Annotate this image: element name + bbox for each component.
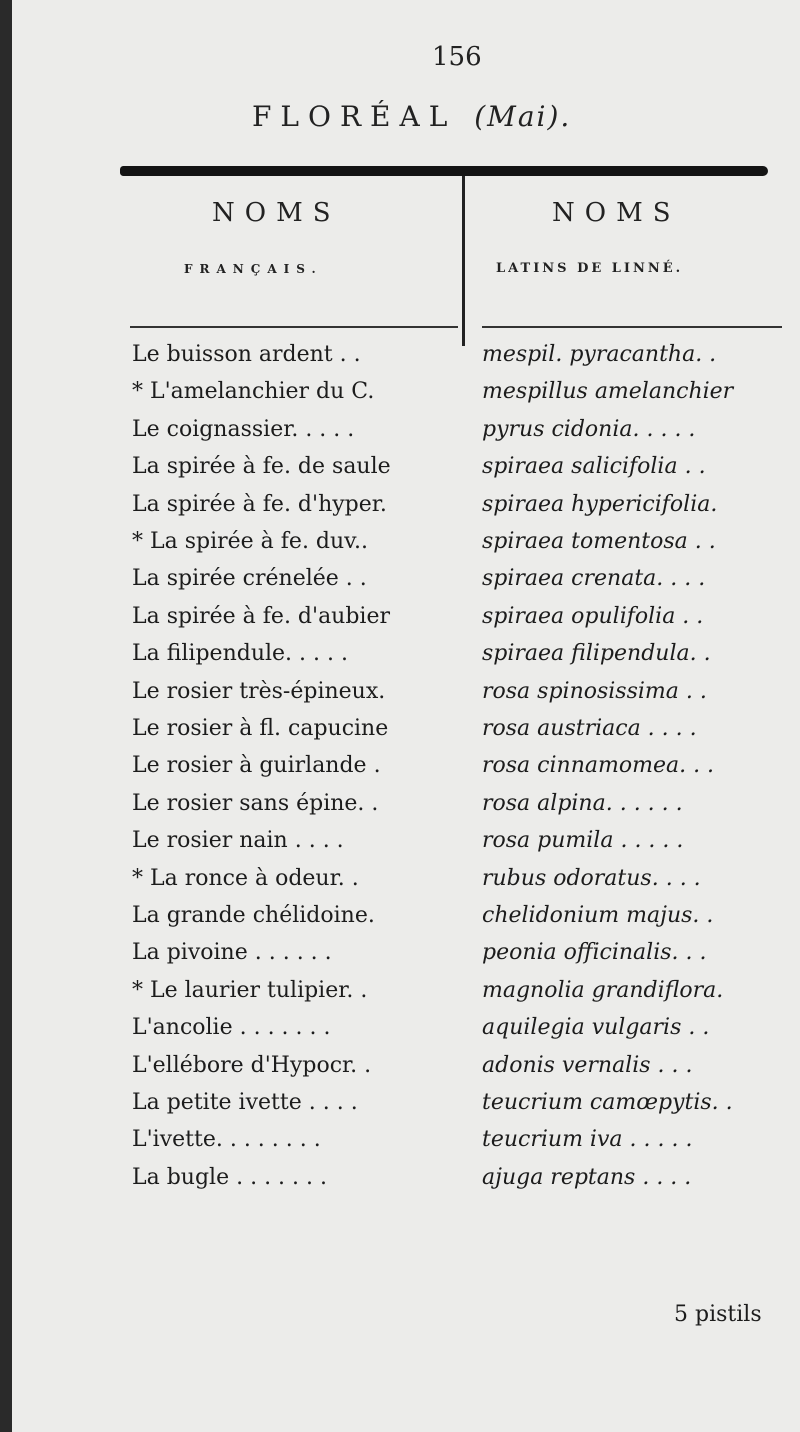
latin-name: spiraea filipendula. . xyxy=(482,641,711,667)
table-row xyxy=(12,1090,800,1126)
latin-name: spiraea tomentosa . . xyxy=(482,529,716,554)
french-name: L'ellébore d'Hypocr. . xyxy=(132,1052,372,1078)
table-row xyxy=(12,753,800,789)
latin-name: pyrus cidonia. . . . . xyxy=(482,416,696,442)
left-header-rule xyxy=(130,326,458,328)
table-row xyxy=(12,417,800,453)
running-title xyxy=(252,100,772,133)
page-number: 156 xyxy=(432,42,482,72)
latin-name: adonis vernalis . . . xyxy=(482,1052,693,1078)
table-row xyxy=(12,492,800,528)
latin-name: teucrium iva . . . . . xyxy=(482,1127,693,1153)
running-title-paren: (Mai). xyxy=(474,100,572,133)
french-name: La bugle . . . . . . . xyxy=(132,1164,328,1190)
french-name: La grande chélidoine. xyxy=(132,903,375,928)
latin-name: rosa pumila . . . . . xyxy=(482,828,684,854)
latin-name: mespil. pyracantha. . xyxy=(482,342,717,367)
table-row xyxy=(12,566,800,602)
french-name: L'ancolie . . . . . . . xyxy=(132,1015,331,1041)
table-row xyxy=(12,903,800,939)
french-name: * La ronce à odeur. . xyxy=(132,865,359,891)
french-name: * L'amelanchier du C. xyxy=(132,379,375,405)
french-name: Le buisson ardent . . xyxy=(132,342,361,367)
table-row xyxy=(12,1127,800,1163)
latin-name: spiraea opulifolia . . xyxy=(482,603,704,629)
table-row xyxy=(12,342,800,378)
table-row xyxy=(12,866,800,902)
latin-name: rosa austriaca . . . . xyxy=(482,716,697,741)
running-title-month: FLORÉAL xyxy=(252,100,457,133)
latin-name: peonia officinalis. . . xyxy=(482,940,707,966)
french-name: * Le laurier tulipier. . xyxy=(132,977,368,1003)
table-row xyxy=(12,828,800,864)
latin-name: aquilegia vulgaris . . xyxy=(482,1015,710,1041)
table-row xyxy=(12,791,800,827)
table-row xyxy=(12,978,800,1014)
latin-name: chelidonium majus. . xyxy=(482,903,714,928)
french-name: La spirée à fe. d'aubier xyxy=(132,603,391,629)
french-name: Le rosier à fl. capucine xyxy=(132,716,389,741)
latin-name: ajuga reptans . . . . xyxy=(482,1164,692,1190)
latin-name: mespillus amelanchier xyxy=(482,379,734,405)
french-name: La petite ivette . . . . xyxy=(132,1090,358,1115)
french-name: Le rosier très-épineux. xyxy=(132,678,386,704)
header-thick-rule xyxy=(120,166,768,176)
table-row xyxy=(12,604,800,640)
french-name: Le coignassier. . . . . xyxy=(132,416,355,442)
table-row xyxy=(12,1165,800,1201)
table-row xyxy=(12,529,800,565)
table-row xyxy=(12,454,800,490)
table-row xyxy=(12,379,800,415)
column-divider xyxy=(462,176,465,346)
french-name: Le rosier nain . . . . xyxy=(132,828,344,854)
french-name: La spirée à fe. d'hyper. xyxy=(132,491,387,517)
french-name: Le rosier sans épine. . xyxy=(132,790,379,816)
latin-name: rosa spinosissima . . xyxy=(482,678,707,704)
table-row xyxy=(12,641,800,677)
french-name: L'ivette. . . . . . . . xyxy=(132,1127,321,1153)
french-name: La spirée crénelée . . xyxy=(132,566,367,592)
right-column-subheading: LATINS DE LINNÉ. xyxy=(496,261,684,276)
latin-name: spiraea hypericifolia. xyxy=(482,491,718,517)
latin-name: teucrium camœpytis. . xyxy=(482,1090,733,1115)
latin-name: rosa alpina. . . . . . xyxy=(482,790,683,816)
latin-name: spiraea crenata. . . . xyxy=(482,566,706,592)
table-row xyxy=(12,716,800,752)
latin-name: rosa cinnamomea. . . xyxy=(482,753,715,779)
french-name: La pivoine . . . . . . xyxy=(132,940,332,966)
book-page xyxy=(12,0,800,1432)
right-header-rule xyxy=(482,326,782,328)
latin-name: magnolia grandiflora. xyxy=(482,977,724,1003)
table-row xyxy=(12,940,800,976)
left-column-subheading: FRANÇAIS. xyxy=(184,262,323,276)
table-row xyxy=(12,679,800,715)
french-name: La filipendule. . . . . xyxy=(132,641,348,667)
latin-name: rubus odoratus. . . . xyxy=(482,865,701,891)
french-name: * La spirée à fe. duv.. xyxy=(132,529,368,554)
table-row xyxy=(12,1053,800,1089)
catchword: 5 pistils xyxy=(674,1302,762,1327)
french-name: La spirée à fe. de saule xyxy=(132,454,391,480)
table-row xyxy=(12,1015,800,1051)
right-column-heading: NOMS xyxy=(552,198,681,228)
latin-name: spiraea salicifolia . . xyxy=(482,454,706,480)
left-column-heading: NOMS xyxy=(212,198,341,228)
french-name: Le rosier à guirlande . xyxy=(132,753,381,779)
